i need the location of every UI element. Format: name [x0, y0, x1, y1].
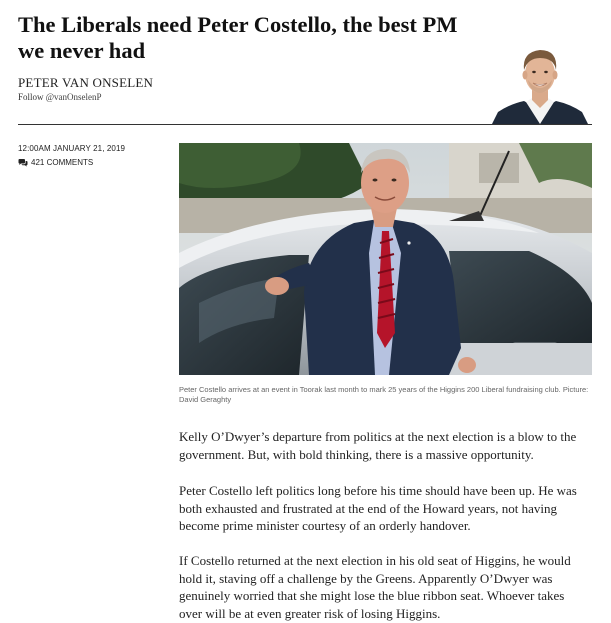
speech-bubbles-icon: [18, 159, 28, 167]
twitter-handle-link[interactable]: @vanOnselenP: [45, 92, 102, 102]
hero-photo[interactable]: [179, 143, 592, 375]
publish-date: 12:00AM JANUARY 21, 2019: [18, 144, 126, 153]
follow-author[interactable]: [18, 92, 102, 102]
follow-label: Follow: [18, 92, 44, 102]
author-name[interactable]: PETER VAN ONSELEN: [18, 75, 154, 90]
body-paragraph-2: Peter Costello left politics long before his time should have been up. He was both exhausted and frustrated at the end of the Howard years, not having become prime minister courtesy of an orderly handover.: [179, 483, 577, 533]
body-paragraph-3: If Costello returned at the next election in his old seat of Higgins, he would hold it, staving off a challenge by the Greens. Apparently O’Dwyer was genuinely worried that she might lose the blue ribbon seat. Whoever takes over will be at even greater risk of losing Higgins.: [179, 553, 571, 621]
body-paragraph-1: Kelly O’Dwyer’s departure from politics at the next election is a blow to the government. But, with bold thinking, there is a massive opportunity.: [179, 429, 577, 462]
header-divider: [18, 124, 592, 125]
author-photo: [488, 40, 592, 124]
comments-count: 421 COMMENTS: [31, 158, 94, 167]
photo-caption: Peter Costello arrives at an event in Toorak last month to mark 25 years of the Higgins 200 Liberal fundraising club. Picture: David Geraghty: [179, 385, 589, 404]
comments-link[interactable]: [18, 158, 93, 167]
article-headline: The Liberals need Peter Costello, the best PM we never had: [18, 12, 458, 63]
